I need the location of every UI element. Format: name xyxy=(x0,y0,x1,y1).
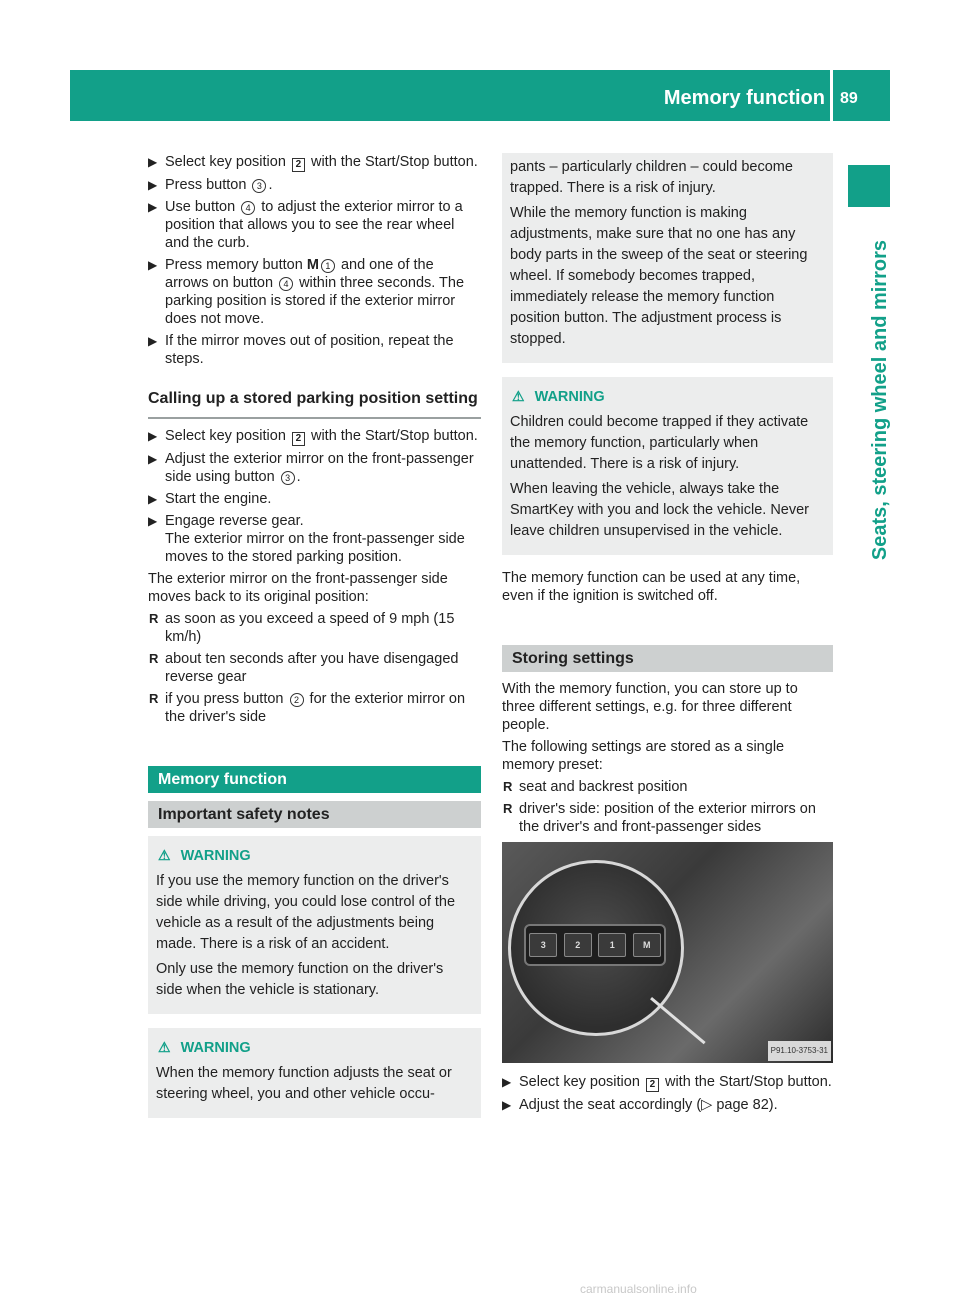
callout-2: 2 xyxy=(290,693,304,707)
step: ▶ Select key position 2 with the Start/Stop button. xyxy=(502,1074,832,1090)
memory-key-1: 1 xyxy=(598,933,626,957)
step: ▶ Select key position 2 with the Start/Stop button. xyxy=(148,428,478,444)
subheading: Calling up a stored parking position setting xyxy=(148,388,481,419)
step: ▶ Adjust the exterior mirror on the front-passenger side using button 3 . xyxy=(148,451,474,485)
paragraph: The following settings are stored as a single memory preset: xyxy=(502,739,785,773)
paragraph: The exterior mirror on the front-passenger side moves back to its original position: xyxy=(148,571,448,605)
arrow-icon: ▶ xyxy=(502,1075,512,1089)
bullet-icon: R xyxy=(149,651,159,666)
pointer-line xyxy=(650,997,706,1044)
warning-box: ⚠ WARNING When the memory function adjusts the seat or steering wheel, you and other vehicle occu- xyxy=(148,1028,481,1118)
step: ▶ Select key position 2 with the Start/Stop button. xyxy=(148,154,478,170)
paragraph: The memory function can be used at any time, even if the ignition is switched off. xyxy=(502,570,801,604)
warning-icon: ⚠ xyxy=(512,388,525,404)
page-reference-icon: ▷ xyxy=(701,1097,713,1113)
side-tab-label: Seats, steering wheel and mirrors xyxy=(869,240,891,561)
step: ▶ If the mirror moves out of position, repeat the steps. xyxy=(148,333,454,367)
bullet-icon: R xyxy=(503,779,513,794)
arrow-icon: ▶ xyxy=(148,492,158,506)
warning-icon: ⚠ xyxy=(158,847,171,863)
bullet-icon: R xyxy=(149,691,159,706)
left-column xyxy=(148,153,481,1132)
arrow-icon: ▶ xyxy=(148,200,158,214)
list-item: R about ten seconds after you have disengaged reverse gear xyxy=(149,651,459,685)
arrow-icon: ▶ xyxy=(148,429,158,443)
arrow-icon: ▶ xyxy=(148,514,158,528)
memory-buttons-photo xyxy=(502,842,833,1063)
subsection-heading: Important safety notes xyxy=(148,801,481,828)
warning-box-continued: pants – particularly children – could become trapped. There is a risk of injury. While the memory function is making adjustments, make sure that no one has any body parts in the sweep of the seat or steering wheel. If somebody becomes trapped, immediately release the memory function position button. The adjustment process is stopped. xyxy=(502,153,833,363)
step: ▶ Press memory button M 1 and one of the arrows on button 4 within three seconds. The parking position is stored if the exterior mirror does not move. xyxy=(148,257,465,327)
bullet-icon: R xyxy=(503,801,513,816)
arrow-icon: ▶ xyxy=(148,155,158,169)
memory-key-2: 2 xyxy=(564,933,592,957)
warning-box: ⚠ WARNING If you use the memory function on the driver's side while driving, you could lose control of the vehicle as a result of the adjustments being made. There is a risk of an accident. Only use the memory function on the driver's side when the vehicle is stationary. xyxy=(148,836,481,1014)
memory-key-m: M xyxy=(633,933,661,957)
bullet-icon: R xyxy=(149,611,159,626)
step: ▶ Start the engine. xyxy=(148,491,272,507)
arrow-icon: ▶ xyxy=(148,452,158,466)
step: ▶ Press button 3 . xyxy=(148,177,273,193)
step: ▶ Use button 4 to adjust the exterior mirror to a position that allows you to see the rear wheel and the curb. xyxy=(148,199,463,251)
step: ▶ Adjust the seat accordingly (▷ page 82). xyxy=(502,1097,778,1113)
callout-1: 1 xyxy=(321,259,335,273)
list-item: R driver's side: position of the exterior mirrors on the driver's and front-passenger sides xyxy=(503,801,816,835)
memory-key-3: 3 xyxy=(529,933,557,957)
right-column xyxy=(502,153,833,1118)
warning-box: ⚠ WARNING Children could become trapped if they activate the memory function, particularly when unattended. There is a risk of injury. When leaving the vehicle, always take the SmartKey with you and lock the vehicle. Never leave children unsupervised in the vehicle. xyxy=(502,377,833,555)
page-number: 89 xyxy=(840,90,858,107)
section-heading: Storing settings xyxy=(502,645,833,672)
key-position-2: 2 xyxy=(292,432,305,446)
list-item: R if you press button 2 for the exterior mirror on the driver's side xyxy=(149,691,466,725)
arrow-icon: ▶ xyxy=(148,258,158,272)
paragraph: With the memory function, you can store up to three different settings, e.g. for three different people. xyxy=(502,681,798,733)
arrow-icon: ▶ xyxy=(148,178,158,192)
arrow-icon: ▶ xyxy=(502,1098,512,1112)
callout-4: 4 xyxy=(241,201,255,215)
warning-label: WARNING xyxy=(180,1040,251,1056)
list-item: R as soon as you exceed a speed of 9 mph (15 km/h) xyxy=(149,611,455,645)
key-position-2: 2 xyxy=(646,1078,659,1092)
arrow-icon: ▶ xyxy=(148,334,158,348)
warning-label: WARNING xyxy=(180,848,251,864)
list-item: R seat and backrest position xyxy=(503,779,688,795)
header-divider xyxy=(830,70,833,121)
page-title: Memory function xyxy=(663,87,825,109)
image-code: P91.10-3753-31 xyxy=(768,1041,831,1061)
warning-label: WARNING xyxy=(534,389,605,405)
memory-button-panel xyxy=(524,924,666,966)
callout-4: 4 xyxy=(279,277,293,291)
callout-3: 3 xyxy=(281,471,295,485)
step: ▶ Engage reverse gear. The exterior mirror on the front-passenger side moves to the stored parking position. xyxy=(148,513,465,565)
watermark: carmanualsonline.info xyxy=(580,1282,697,1296)
key-position-2: 2 xyxy=(292,158,305,172)
warning-icon: ⚠ xyxy=(158,1039,171,1055)
callout-3: 3 xyxy=(252,179,266,193)
side-tab-marker xyxy=(848,165,890,207)
section-heading: Memory function xyxy=(148,766,481,793)
